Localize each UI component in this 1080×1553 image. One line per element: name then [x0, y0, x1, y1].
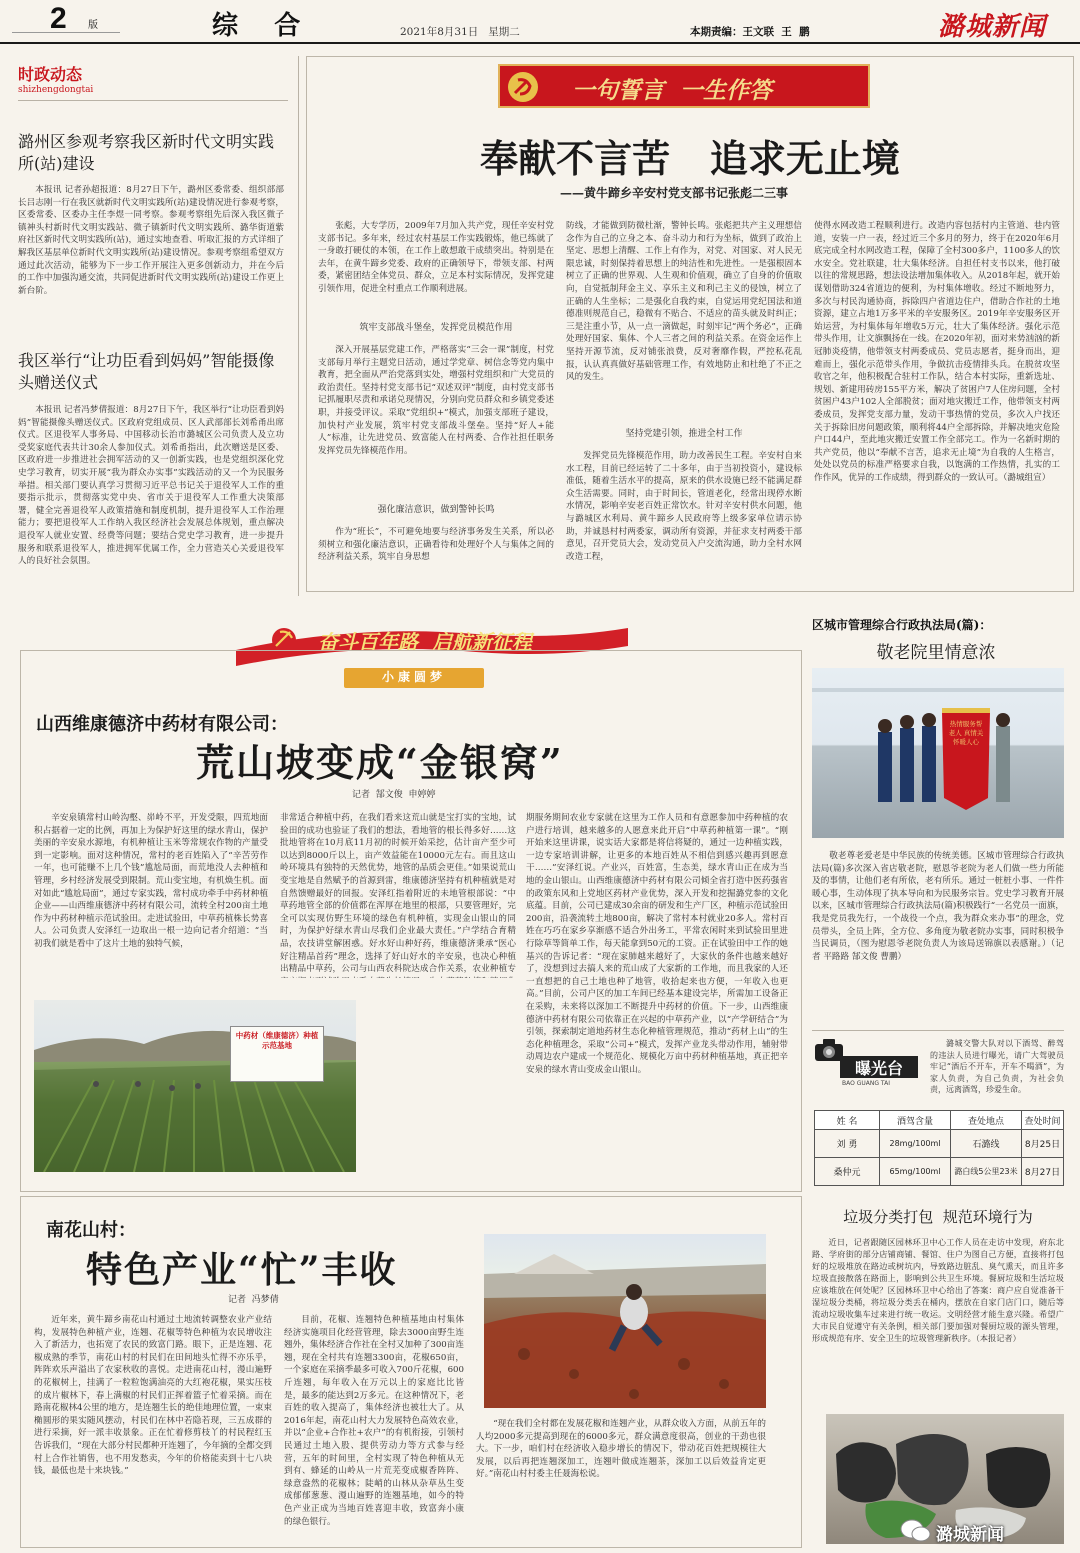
feature-banner [498, 64, 870, 108]
feature-col1-subhead1: 筑牢支部战斗堡垒，发挥党员模范作用 [359, 323, 513, 333]
politics-article2-title: 我区举行“让功臣看到妈妈”智能摄像头赠送仪式 [18, 351, 275, 392]
issue-date: 2021年8月31日 星期二 [400, 26, 520, 38]
exposure-cell: 石潞线 [951, 1130, 1022, 1158]
exposure-cell: 28mg/100ml [880, 1130, 951, 1158]
harvest-photo [484, 1234, 766, 1408]
feature-title: 奉献不言苦 追求无止境 [480, 136, 900, 181]
article-b-kicker: 南花山村： [46, 1220, 136, 1241]
feature-col1-b: 深入开展基层党建工作，严格落实“三会一课”制度，村党支部每月举行主题党日活动，通过学党章、树信念等党内集中教育，把全面从严治党落到实处，增强村党组织和广大党员的政治责任。坚持村党支部书记“双述双评”制度，由村党支部书记抓履职尽责和承诺兑现情况，分别向党员群众和乡镇党委述职，并接受评议。采取“党组织+”模式，加强支部班子建设，加快村产业发展，筑牢村党支部战斗堡垒。坚持“好人+能人”标准，让先进党员、致富能人在村两委、合作社担任职务发挥党员先锋模范作用。 [318, 345, 554, 456]
exposure-cell: 65mg/100ml [880, 1158, 951, 1186]
elderly-banner-text: 热情服务帮老人 真情关怀暖人心 [948, 720, 984, 746]
exposure-cell: 潞白线5公里23米 [951, 1158, 1022, 1186]
politics-article1-title: 潞州区参观考察我区新时代文明实践所(站)建设 [18, 132, 275, 173]
campaign-tag: 小康圆梦 [344, 668, 484, 688]
exposure-intro: 潞城交警大队对以下酒驾、醉驾的违法人员进行曝光，请广大驾驶员牢记“酒后不开车，开车不喝酒”，为家人负责，为自己负责，为社会负责，远离酒驾，珍爱生命。 [930, 1039, 1064, 1094]
exposure-label-pinyin: BAO GUANG TAI [842, 1080, 891, 1087]
urban-body: 敬老尊老爱老是中华民族的传统美德。区城市管理综合行政执法局(篇)多次深入省店敬老院，慰恩爷老院为老人们做一些力所能及的事情，让他们老有所依，老有所乐。通过一桩桩小事、一件件暖心事，生动体现了执本导向和为民服务宗旨。党史学习教育开展以来，区城市管理综合行政执法局(篇)积极践行“一名党员一面旗，我是党员我先行，一个战役一个点，我为群众来办事”的理念，党员带头，全员上阵，全方位、多角度为敬老院办实事，同时积极争当民调员，（图为慰恩爷老院负责人为该局送锦旗以表感谢。）（记者 平路路 郜文俊 曹鹏） [812, 851, 1064, 962]
masthead [0, 0, 1080, 44]
feature-banner-text: 一句誓言 一生作答 [572, 77, 773, 104]
wechat-icon [900, 1518, 932, 1544]
urban-title: 敬老院里情意浓 [876, 643, 996, 663]
exposure-label: 曝光台 [840, 1056, 918, 1078]
politics-pinyin: shizhengdongtai [18, 85, 94, 95]
exposure-col-date: 查处时间 [1022, 1111, 1064, 1130]
field-photo [34, 1000, 356, 1172]
urban-dept: 区城市管理综合行政执法局(篇)： [812, 618, 992, 632]
politics-article1-body: 本报讯 记者孙超报道：8月27日下午，潞州区委常委、组织部部长吕志刚一行在我区就新时代文明实践所(站)建设情况进行参观考察，区委常委、区委办主任李煜一同考察。参观考察组先后深入我区微子镇神头村新时代文明实践站、微子镇新时代文明实践所、潞华街道紫府社区新时代文明实践所(站)，通过实地查看、听取汇报的方式详细了解我区基层单位新时代文明实践所(站)建设情况。参观考察组希望双方通过此次活动，能够为下一步工作开展注入更多创新动力，并在今后的工作中加强沟通交流，共同促进新时代文明实践所(站)建设工作更上新台阶。 [18, 185, 284, 296]
exposure-badge [812, 1036, 922, 1088]
article-a-title: 荒山坡变成“金银窝” [196, 740, 564, 785]
feature-col2-subhead: 坚持党建引领，推进全村工作 [625, 429, 743, 439]
exposure-table-header [815, 1111, 1064, 1130]
field-sign-text: 中药材（维康德济）种植示范基地 [235, 1031, 319, 1050]
article-b-col2: 目前，花椒、连翘特色种植基地由村集体经济实施项目化经营管理，除去3000亩野生连翘外，集体经济合作社在全村又加种了300亩连翘，现在全村共有连翘3300亩，花椒650亩，一个家庭在采摘季最多可收入700斤花椒，600斤连翘，每年收入在万元以上的家庭比比皆是，最多的能达到2万多元。在这种情况下，老百姓的收入提高了，集体经济也被壮大了。从2016年起，南花山村大力发展特色高效农业，并以“企业+合作社+农户”的有机衔接，引领村民通过土地入股、提供劳动力等方式参与经营，五年的时间里，全村实现了特色种植从无到有、蜂延的山岭从一片荒芜变成椒香阵阵、绿意盎然的花椒林；陡峭的山林从杂草丛生变成郁郁葱葱、漫山遍野的连翘基地，如今的特色产业正成为当地百姓喜迎丰收，致富奔小康的绿色银行。 [284, 1315, 464, 1527]
feature-subtitle: ——黄牛蹄乡辛安村党支部书记张彪二三事 [560, 186, 789, 200]
exposure-cell: 刘 勇 [815, 1130, 880, 1158]
feature-col2-a: 防线，才能做到防微杜渐，警钟长鸣。张彪把共产主义理想信念作为自己的立身之本、奋斗动力和行为坐标，做到了政治上坚定、思想上清醒、工作上有作为，对党、对国家、对人民无限忠诚，时刻保持着思想上的纯洁性和先进性。一是强根固本树立了正确的世界观、人生观和价值观，确立了自身的价值取向，自觉抵制拜金主义、享乐主义和利己主义的侵蚀，树立了正确的人生坐标；二是强化自我约束，自觉运用党纪国法和道德准则规范自己，稳微有不贴合、不适应的苗头就及时纠正；三是注重小节，从一点一滴做起，时刻牢记“两个务必”，正确处理好国家、集体、个人三者之间的利益关系。在资金运作上坚持开源节流，反对铺张浪费，反对奢靡作假，严控私花乱报，认认真真做好基础管理工作，有效地防止和杜绝了不正之风的发生。 [566, 221, 802, 383]
article-a-col1: 辛安泉镇常村山岭沟壑、峁岭不平，开发受限，四荒地面积占据着一定的比例，再加上为保护好这里的绿水青山，保护美丽的辛安泉水源地，有机种植让玉米等常规农作物的产量受到一定影响。面对这种情况，常村的老百姓陷入了“辛苦劳作一年，也可能赚不上几个钱”尴尬局面，而荒地没人去种植和管理，乡村经济发展受到限制。荒山变宝地，有机焕生机。面对如此“尴尬局面”，通过专家实践，常村成功牵手中药材种植企业——山西维康德济中药材有限公司，流转全村200亩土地作为中药材种植示范试验田。走进试验田，中草药植株长势喜人。公司负责人安泽红一边取出一根一边向记者介绍道：“当初我们就是看中了这片土地的独特气候， [34, 813, 268, 949]
exposure-col-name: 姓 名 [815, 1111, 880, 1130]
article-b-col3: “现在我们全村都在发展花椒和连翘产业，从群众收入方面，从前五年的人均2000多元提高到现在的6000多元，群众满意度很高，创业的干劲也很大。下一步，咱们村在经济收入稳步增长的情况下，带动花百姓把规模往大发展，以后再把连翘深加工，连翘叶做成连翘茶，深加工以后效益肯定更好。”南花山村村委主任聂海松说。 [476, 1419, 766, 1480]
article-a-col3: 期服务期间农业专家就在这里为工作人员和有意愿参加中药种植的农户进行培训，越来越多的人愿意来此开启“中草药种植第一课”。“刚开始来这里讲课，说实话大家都是将信将疑的，通过一边种植实践，一边专家培训讲解，让更多的本地百姓从不相信到感兴趣再到愿意干……”安泽红说。产业兴，百姓富，生态美，绿水青山正在成为当地的金山银山。山西维康德济中药材有限公司倾全省打造中医药强省的政策东风和上党地区药材产业优势，深入开发和挖掘潞党参的文化底蕴。目前，公司已建成30余亩的研发和生产厂区，种植示范试验田200亩，沿袭流转土地800亩，解决了常村本村就业20多人。常村百姓在巧巧在家乡享渐感不适合外出务工，平常农闲时来到试验田里进行除草等简单工作，每天能拿到50元的工资。正在试验田中工作的她基兴的告诉记者：“现在家肺越来越好了，大家伙的条件也越来越好了，没想到过去搞人来的荒山成了大家新的工作地，而且我家的人还一直想把的自己土地也种了地管，收拾起来也方便，一年收入也更高。”目前，公司户区的加工车间已经基本建设完毕，所需加工设备正在采购，未来将以深加工不断提升中药材的价值。下一步，山西维康德济中药材有限公司依靠正在兴起的中草药产业，以“产学研结合”为引领，探索制定道地药材生态化种植管理规范，推动“药材上山”的生态化种植理念，采取“公司+”模式，发挥产业龙头带动作用，辅射带动周边农户建成一个规范化、规模化万亩中药材种植基地，真正把辛安泉的绿水青山变成金山银山。 [526, 813, 788, 1075]
feature-col1-a: 张彪，大专学历，2009年7月加入共产党，现任辛安村党支部书记。多年来，经过农村基层工作实践锻炼，他已练就了一身敢打硬仗的本领，在工作上敢想敢干成绩突出。特别是在去年，在黄牛蹄乡党委、政府的正确领导下，带领支部、村两委，紧密团结全体党员、群众，立足本村实际情况，发挥党建引领作用，促进全村重点工作顺利进展。 [318, 221, 554, 294]
field-sign [230, 1026, 324, 1082]
feature-col1-subhead2: 强化廉洁意识，做到警钟长鸣 [377, 505, 495, 515]
politics-rule [18, 100, 288, 101]
article-a-col2b [366, 990, 516, 1176]
paper-logo: 潞城新闻 [938, 12, 1047, 42]
politics-article2-body: 本报讯 记者冯梦倩报道：8月27日下午，我区举行“让功臣看到妈妈”智能摄像头赠送仪式。区政府党组成员、区人武部部长刘希甬出席仪式。区退役军人事务局、中国移动长治市潞城区公司负责人及立功受奖家庭代表共计30余人参加仪式。刘希甬指出，此次赠送是区委、区政府进一步推进社会拥军活动的又一创新实践，也是党组织深化党史学习教育，切实开展“我为群众办实事”实践活动的又一个为民服务举措。相关部门要认真学习贯彻习近平总书记关于退役军人工作的重要指示批示，贯彻落实党中央、省市关于退役军人工作重大决策部署，健全完善退役军人政策措施和制度机制，提升退役军人工作治理能力；要把退役军人工作纳入我区经济社会发展总体规划，重点解决退役军人就业安置、经费等问题；要结合党史学习教育，进一步提升服务和联系退役军人，推进拥军优属工作，全力营造关心关爱退役军人的良好社会氛围。 [18, 405, 284, 567]
politics-vertical-rule [298, 56, 299, 596]
article-a-byline: 记者 郜文俊 申婷婷 [352, 790, 436, 800]
article-a-col2: 非常适合种植中药，在我们看来这荒山就是宝打实的宝地，试验田的成功也验证了我们的想法，看地管的根长得多好……这批地管将在10月底11月初的时候开始采挖，估计亩产至少可以达到8000斤以上，亩产效益能在10000元左右。而且这山岭环境具有独特的天然优势，地管的品质会更佳。”如果说荒山变宝地是自然赋予的首源到雷，维康德济坚持有机种植就是对自然馈赠最好的回报。安泽红指着附近的未地管根部说：“中草药地管全部的价值都在浑厚在地里的根部，只要管理好，完全可以实现仿野生环境的绿色有机种植，实现金山银山的同时，为保护好绿水青山尽我们企业最大责任。”户学结合育精品，农技讲堂解困惑。好水好山种好药，维康德济秉承“医心好注精品首药”理念，选择了好山好水的辛安泉，也决心种植出精品中草药，公司与山西农科院达成合作关系，农业种植专 [280, 813, 516, 975]
article-b-col1: 近年来，黄牛蹄乡南花山村通过土地流转调整农业产业结构，发展特色种植产业，连翘、花椒等特色种植为农民增收注入了新活力，也拓宽了农民的致富门路。眼下，正是连翘、花椒成熟的季节，南花山村的村民们在田间地头忙得不亦乐乎，阵阵欢乐声溢出了农家秋收的喜悦。走进南花山村，漫山遍野的花椒树上，挂满了一粒粒饱满油亮的大红袍花椒，果实压枝的成片椒林下，春上满椒的村民们正挥着篮子忙着采摘。而在路南花椒林4公里的地方，是连翘生长的绝佳地理位置，一束束椭圆形的果实随风摆动，村民们在林中若隐若现，三五成群的进行采摘，好一派丰收景象。正在忙着修剪枝丫的村民程红玉告诉我们，“现在大部分村民都种开连翘了，今年摘的全都交到村上合作社销售，也不用发愁卖，今年的价格能卖到十七八块钱，最低也是十来块钱。” [34, 1315, 272, 1477]
page-unit: 版 [88, 20, 98, 31]
party-emblem-icon [506, 70, 540, 104]
section-name: 综 合 [212, 11, 301, 41]
page-number: 2 [50, 2, 67, 35]
elderly-home-photo [812, 668, 1064, 838]
article-b-byline: 记者 冯梦倩 [228, 1295, 279, 1305]
exposure-table [814, 1110, 1064, 1186]
table-row [815, 1158, 1064, 1186]
campaign-banner-text: 奋斗百年路 启航新征程 [318, 630, 532, 654]
elderly-home-scene [812, 668, 1064, 838]
garbage-body: 近日，记者跟随区园林环卫中心工作人员在走访中发现，府东北路、学府街的部分店铺商铺、餐馆、住户为图自己方便，直接将打包好的垃圾堆放在路边或树坑内，导致路边脏乱、臭气熏天，而且许多垃圾直接散落在路面上，影响到公共卫生环境。餐厨垃圾和生活垃圾应该堆放在何处呢？区园林环卫中心给出了答案：商户应自觉准备干湿垃圾分类桶，将垃圾分类丢在桶内，摆放在自家门店门口，随后等流动垃圾收集车过来进行统一收运。文明经营才能生意兴隆。希望广大市民自觉遵守有关条例，相关部门要加强对餐厨垃圾的源头管理，形成规范有序、安全卫生的垃圾管理新秩序。（本报记者） [812, 1237, 1064, 1343]
exposure-cell: 8月27日 [1022, 1158, 1064, 1186]
feature-col1-c: 作为“班长”，不可避免地要与经济事务发生关系，所以必须树立和强化廉洁意识，正确看待和处理好个人与集体之间的经济利益关系，筑牢自身思想 [318, 527, 554, 563]
article-a-kicker: 山西维康德济中药材有限公司： [36, 714, 288, 735]
exposure-col-place: 查处地点 [951, 1111, 1022, 1130]
exposure-cell: 8月25日 [1022, 1130, 1064, 1158]
table-row [815, 1130, 1064, 1158]
editor-line: 本期责编：王文联 王 鹏 [690, 26, 810, 38]
exposure-cell: 桑仲元 [815, 1158, 880, 1186]
right-divider-1 [812, 1030, 1064, 1031]
page-number-block [12, 2, 120, 35]
politics-label [18, 62, 93, 95]
politics-label-text: 时政动态 [18, 65, 83, 84]
harvest-photo-scene [484, 1234, 766, 1408]
exposure-col-level: 酒驾含量 [880, 1111, 951, 1130]
feature-col2-b: 发挥党员先锋模范作用，助力改善民生工程。辛安村自来水工程，目前已经运转了二十多年，由于当初投资小，建设标准低，随着生活水平的提高，原来的供水设施已经不能满足群众生活需要。同时，由于时间长，管道老化，经常出现停水断水情况，影响辛安老百姓正常饮水。针对辛安村供水问题，他与潞城区水利局、黄牛蹄乡人民政府等上级多家单位请示协助，并诚恳村村两委家，调动所有资源，并征求支村两委干部意见，召开党员大会，发动党员入户交流沟通，助力全村水网改造工程， [566, 451, 802, 562]
article-b-title: 特色产业“忙”丰收 [86, 1249, 398, 1291]
feature-col3: 使得水网改造工程顺利进行。改造内容包括村内主管道、巷内管道，安装一户一表，经过近三个多月的努力，终于在2020年6月底完成全村水网改造工程，保障了全村300多户，1100多人的饮水安全。党社联建，壮大集体经济。自担任村支书以来，他打破以往的常规思路，想法设法增加集体收入。从2018年起，就开始谋划借助324省道边的便利，为村集体增收。经过不断地努力，多次与村民沟通协商，拆除四户省道边住户，借助合作社的土地资源，建立占地1万多平米的辛安服务区。2019年辛安服务区开始运营，为村集体每年增收5万元，壮大了集体经济。强化示范带头作用，让文旗飘扬在一线。在2020年初，面对来势汹汹的新冠肺炎疫情，他带领支村两委成员、党员志愿者，挺身而出，迎难而上，强化示范带头作用，争做抗击疫情排头兵。在脱贫攻坚收官之年，他积极配合驻村工作队，结合本村实际，重新选址、规划、新建用砖房155平方米，解决了贫困户7人住房问题，全村贫困户43户102人全部脱贫；面对地灾搬迁工作，他带领支村两委成员，发挥党支部力量，发动干事热情的党员，多次入户找还关于拆除旧房问题政策，顺利将44户全部拆除，并解决地灾危险户口44户，至此地灾搬迁安置工作全部完工。作为一名新时期的共产党员，他以“奉献不言苦，追求无止境”为自我的人生格言，处处以党员的标准严格要求自我，以饱满的工作热情，扎实的工作作风，优异的工作成绩，得到群众的一致认可。（潞城组宣） [814, 221, 1060, 483]
garbage-title: 垃圾分类打包 规范环境行为 [843, 1208, 1033, 1226]
watermark-text: 潞城新闻 [936, 1525, 1004, 1545]
